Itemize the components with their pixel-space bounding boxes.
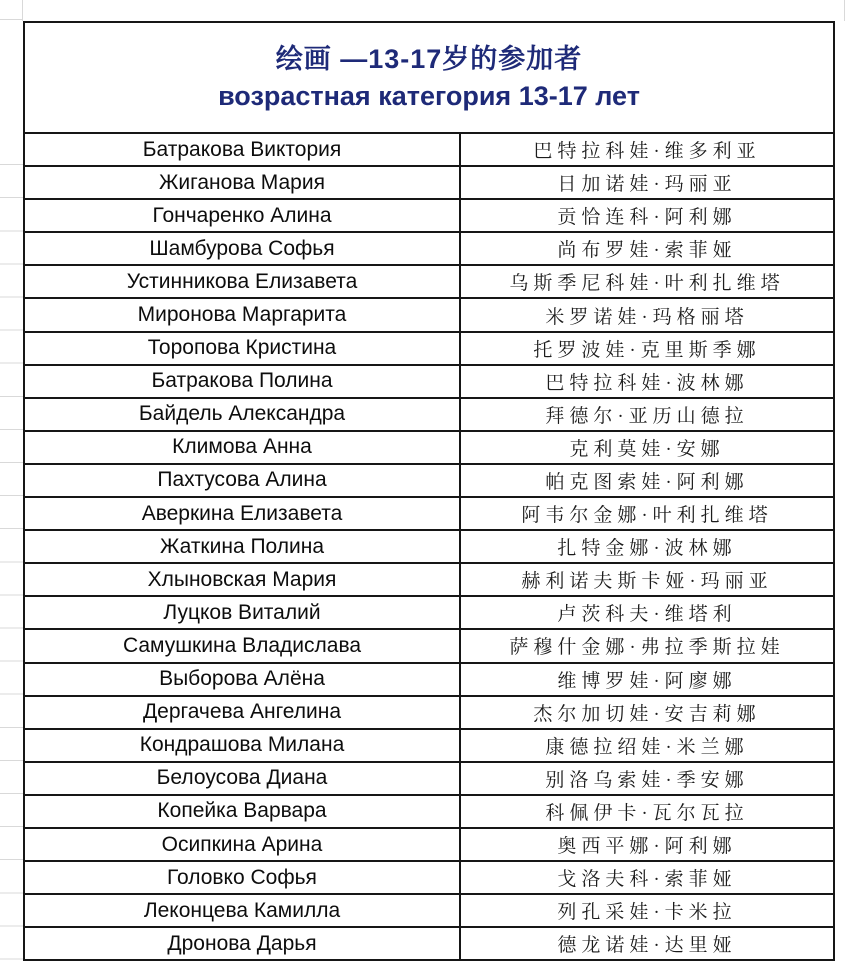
participant-name-chinese[interactable]: 萨穆什金娜·弗拉季斯拉娃 [460, 629, 834, 662]
participant-name-russian[interactable]: Копейка Варвара [24, 795, 460, 828]
participant-name-russian[interactable]: Миронова Маргарита [24, 298, 460, 331]
participant-name-chinese[interactable]: 米罗诺娃·玛格丽塔 [460, 298, 834, 331]
table-row [24, 232, 834, 265]
table-row [24, 596, 834, 629]
participant-name-russian[interactable]: Аверкина Елизавета [24, 497, 460, 530]
participant-name-russian[interactable]: Осипкина Арина [24, 828, 460, 861]
table-row [24, 530, 834, 563]
table-row [24, 265, 834, 298]
participant-name-russian[interactable]: Кондрашова Милана [24, 729, 460, 762]
participant-name-russian[interactable]: Белоусова Диана [24, 762, 460, 795]
participant-name-chinese[interactable]: 戈洛夫科·索菲娅 [460, 861, 834, 894]
participant-name-chinese[interactable]: 列孔采娃·卡米拉 [460, 894, 834, 927]
participant-name-chinese[interactable]: 康德拉绍娃·米兰娜 [460, 729, 834, 762]
participant-name-russian[interactable]: Выборова Алёна [24, 663, 460, 696]
table-row [24, 729, 834, 762]
participant-name-chinese[interactable]: 托罗波娃·克里斯季娜 [460, 332, 834, 365]
participant-name-chinese[interactable]: 德龙诺娃·达里娅 [460, 927, 834, 960]
participant-name-chinese[interactable]: 克利莫娃·安娜 [460, 431, 834, 464]
participant-name-chinese[interactable]: 拜德尔·亚历山德拉 [460, 398, 834, 431]
participants-table [23, 21, 835, 961]
participant-name-russian[interactable]: Жаткина Полина [24, 530, 460, 563]
participant-name-chinese[interactable]: 维博罗娃·阿廖娜 [460, 663, 834, 696]
table-row [24, 133, 834, 166]
gridline-vertical [844, 0, 845, 21]
participant-name-chinese[interactable]: 贡恰连科·阿利娜 [460, 199, 834, 232]
table-row [24, 298, 834, 331]
table-row [24, 861, 834, 894]
participant-name-russian[interactable]: Головко Софья [24, 861, 460, 894]
participant-name-russian[interactable]: Батракова Виктория [24, 133, 460, 166]
table-row [24, 696, 834, 729]
participant-name-russian[interactable]: Леконцева Камилла [24, 894, 460, 927]
participant-name-russian[interactable]: Жиганова Мария [24, 166, 460, 199]
participant-name-russian[interactable]: Батракова Полина [24, 365, 460, 398]
participant-name-russian[interactable]: Хлыновская Мария [24, 563, 460, 596]
table-row [24, 828, 834, 861]
participant-name-chinese[interactable]: 巴特拉科娃·维多利亚 [460, 133, 834, 166]
participant-name-chinese[interactable]: 扎特金娜·波林娜 [460, 530, 834, 563]
table-row [24, 497, 834, 530]
participant-name-russian[interactable]: Луцков Виталий [24, 596, 460, 629]
table-row [24, 398, 834, 431]
participant-name-russian[interactable]: Устинникова Елизавета [24, 265, 460, 298]
table-title-cell[interactable] [24, 22, 834, 133]
participant-name-chinese[interactable]: 卢茨科夫·维塔利 [460, 596, 834, 629]
participant-name-russian[interactable]: Дронова Дарья [24, 927, 460, 960]
table-row [24, 563, 834, 596]
table-row [24, 464, 834, 497]
table-row [24, 332, 834, 365]
participants-rows [24, 133, 834, 960]
table-row [24, 927, 834, 960]
table-row [24, 663, 834, 696]
participant-name-chinese[interactable]: 日加诺娃·玛丽亚 [460, 166, 834, 199]
table-row [24, 894, 834, 927]
participant-name-russian[interactable]: Торопова Кристина [24, 332, 460, 365]
participant-name-chinese[interactable]: 阿韦尔金娜·叶利扎维塔 [460, 497, 834, 530]
table-row [24, 629, 834, 662]
participant-name-chinese[interactable]: 巴特拉科娃·波林娜 [460, 365, 834, 398]
participant-name-chinese[interactable]: 别洛乌索娃·季安娜 [460, 762, 834, 795]
participant-name-chinese[interactable]: 科佩伊卡·瓦尔瓦拉 [460, 795, 834, 828]
participant-name-russian[interactable]: Шамбурова Софья [24, 232, 460, 265]
title-row [24, 22, 834, 133]
participant-name-russian[interactable]: Пахтусова Алина [24, 464, 460, 497]
row-gridlines [0, 132, 23, 964]
participant-name-chinese[interactable]: 赫利诺夫斯卡娅·玛丽亚 [460, 563, 834, 596]
participant-name-chinese[interactable]: 帕克图索娃·阿利娜 [460, 464, 834, 497]
participant-name-russian[interactable]: Гончаренко Алина [24, 199, 460, 232]
page-title-russian: возрастная категория 13-17 лет [218, 80, 640, 111]
participant-name-russian[interactable]: Самушкина Владислава [24, 629, 460, 662]
table-row [24, 431, 834, 464]
participant-name-chinese[interactable]: 尚布罗娃·索菲娅 [460, 232, 834, 265]
participant-name-chinese[interactable]: 杰尔加切娃·安吉莉娜 [460, 696, 834, 729]
table-row [24, 166, 834, 199]
table-row [24, 199, 834, 232]
table-row [24, 365, 834, 398]
participant-name-russian[interactable]: Дергачева Ангелина [24, 696, 460, 729]
table-row [24, 762, 834, 795]
participant-name-chinese[interactable]: 奥西平娜·阿利娜 [460, 828, 834, 861]
participant-name-russian[interactable]: Байдель Александра [24, 398, 460, 431]
participant-name-chinese[interactable]: 乌斯季尼科娃·叶利扎维塔 [460, 265, 834, 298]
gridline-horizontal [0, 19, 23, 20]
participant-name-russian[interactable]: Климова Анна [24, 431, 460, 464]
page-title-chinese: 绘画 —13-17岁的参加者 [275, 43, 583, 74]
gridline-vertical [22, 0, 23, 21]
table-row [24, 795, 834, 828]
